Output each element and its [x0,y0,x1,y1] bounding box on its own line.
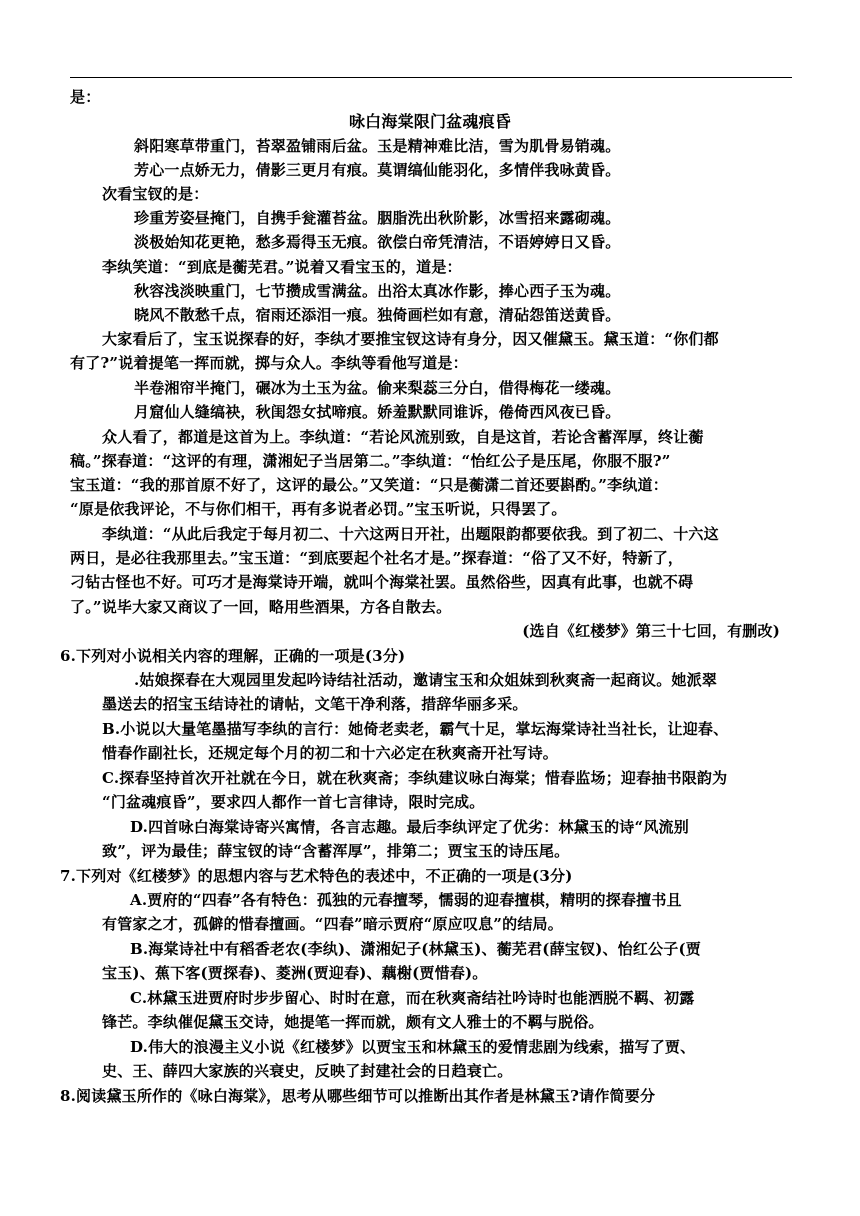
option-d: D.四首咏白海棠诗寄兴寓情，各言志趣。最后李纨评定了优劣：林黛玉的诗“风流别 [130,818,689,836]
question-6: 6.下列对小说相关内容的理解，正确的一项是(3分) [60,647,406,665]
option-a: A.贾府的“四春”各有特色：孤独的元春擅琴，懦弱的迎春擅棋，精明的探春擅书且 [130,891,682,909]
poem-line: 半卷湘帘半掩门，碾冰为土玉为盆。偷来梨蕊三分白，借得梅花一缕魂。 [134,379,621,397]
option-text: 致”，评为最佳；薛宝钗的诗“含蓄浑厚”，排第二；贾宝玉的诗压尾。 [102,842,570,860]
poem-line: 晓风不散愁千点，宿雨还添泪一痕。独倚画栏如有意，清砧怨笛送黄昏。 [134,306,621,324]
text-line: 两日，是必往我那里去。”宝玉道：“到底要起个社名才是。”探春道：“俗了又不好，特新了， [70,549,684,567]
option-b: B.小说以大量笔墨描写李纨的言行：她倚老卖老，霸气十足，掌坛海棠诗社当社长，让迎春、 [102,720,729,738]
text-line: 众人看了，都道是这首为上。李纨道：“若论风流别致，自是这首，若论含蓄浑厚，终让蘅 [102,428,704,446]
option-c: C.林黛玉进贾府时步步留心、时时在意，而在秋爽斋结社吟诗时也能洒脱不羁、初露 [130,989,695,1007]
question-8: 8.阅读黛玉所作的《咏白海棠》，思考从哪些细节可以推断出其作者是林黛玉?请作简要分 [60,1087,656,1105]
text-line: 是： [70,88,101,106]
text-line: 有了?”说着提笔一挥而就，掷与众人。李纨等看他写道是： [70,354,468,372]
text-line: 李纨笑道：“到底是蘅芜君。”说着又看宝玉的，道是： [102,258,462,276]
text-line: 宝玉道：“我的那首原不好了，这评的最公。”又笑道：“只是蘅潇二首还要斟酌。”李纨道： [70,476,668,494]
option-text: 史、王、薛四大家族的兴衰史，反映了封建社会的日趋衰亡。 [102,1062,513,1080]
option-d: D.伟大的浪漫主义小说《红楼梦》以贾宝玉和林黛玉的爱情悲剧为线索，描写了贾、 [130,1038,696,1056]
poem-line: 芳心一点娇无力，倩影三更月有痕。莫谓缟仙能羽化，多情伴我咏黄昏。 [134,161,621,179]
option-c: C.探春坚持首次开社就在今日，就在秋爽斋；李纨建议咏白海棠；惜春监场；迎春抽书限韵为 [102,769,728,787]
option-text: 惜春作副社长，还规定每个月的初二和十六必定在秋爽斋开社写诗。 [102,744,559,762]
text-line: 大家看后了，宝玉说探春的好，李纨才要推宝钗这诗有身分，因又催黛玉。黛玉道：“你们都 [102,330,719,348]
text-line: 稿。”探春道：“这评的有理，潇湘妃子当居第二。”李纨道：“怡红公子是压尾，你服不服?” [70,452,671,470]
poem-line: 秋容浅淡映重门，七节攒成雪满盆。出浴太真冰作影，捧心西子玉为魂。 [134,282,621,300]
text-line: 了。”说毕大家又商议了一回，略用些酒果，方各自散去。 [70,598,452,616]
poem-line: 斜阳寒草带重门，苔翠盈铺雨后盆。玉是精神难比洁，雪为肌骨易销魂。 [134,137,621,155]
poem-title: 咏白海棠限门盆魂痕昏 [348,112,511,131]
poem-line: 淡极始知花更艳，愁多焉得玉无痕。欲偿白帝凭清洁，不语婷婷日又昏。 [134,233,621,251]
text-line: “原是依我评论，不与你们相干，再有多说者必罚。”宝玉听说，只得罢了。 [70,500,567,518]
poem-line: 珍重芳姿昼掩门，自携手瓮灌苔盆。胭脂洗出秋阶影，冰雪招来露砌魂。 [134,209,621,227]
source-citation: (选自《红楼梦》第三十七回，有删改) [522,622,780,640]
option-text: 锋芒。李纨催促黛玉交诗，她提笔一挥而就，颇有文人雅士的不羁与脱俗。 [102,1013,604,1031]
option-text: 宝玉)、蕉下客(贾探春)、菱洲(贾迎春)、藕榭(贾惜春)。 [102,964,488,982]
text-line: 李纨道：“从此后我定于每月初二、十六这两日开社，出题限韵都要依我。到了初二、十六这 [102,525,719,543]
option-text: 有管家之才，孤僻的惜春擅画。“四春”暗示贾府“原应叹息”的结局。 [102,915,563,933]
poem-line: 月窟仙人缝缟袂，秋闺怨女拭啼痕。娇羞默默同谁诉，倦倚西风夜已昏。 [134,403,621,421]
option-b: B.海棠诗社中有稻香老农(李纨)、潇湘妃子(林黛玉)、蘅芜君(薛宝钗)、怡红公子(贾 [130,940,701,958]
option-a: .姑娘探春在大观园里发起吟诗结社活动，邀请宝玉和众姐妹到秋爽斋一起商议。她派翠 [134,671,718,689]
option-text: 墨送去的招宝玉结诗社的请帖，文笔干净利落，措辞华丽多采。 [102,695,528,713]
text-line: 刁钻古怪也不好。可巧才是海棠诗开端，就叫个海棠社罢。虽然俗些，因真有此事，也就不碍 [70,573,694,591]
text-line: 次看宝钗的是： [102,185,209,203]
top-rule [70,77,792,78]
option-text: “门盆魂痕昏”，要求四人都作一首七言律诗，限时完成。 [102,793,485,811]
question-7: 7.下列对《红楼梦》的思想内容与艺术特色的表述中，不正确的一项是(3分) [60,867,573,885]
